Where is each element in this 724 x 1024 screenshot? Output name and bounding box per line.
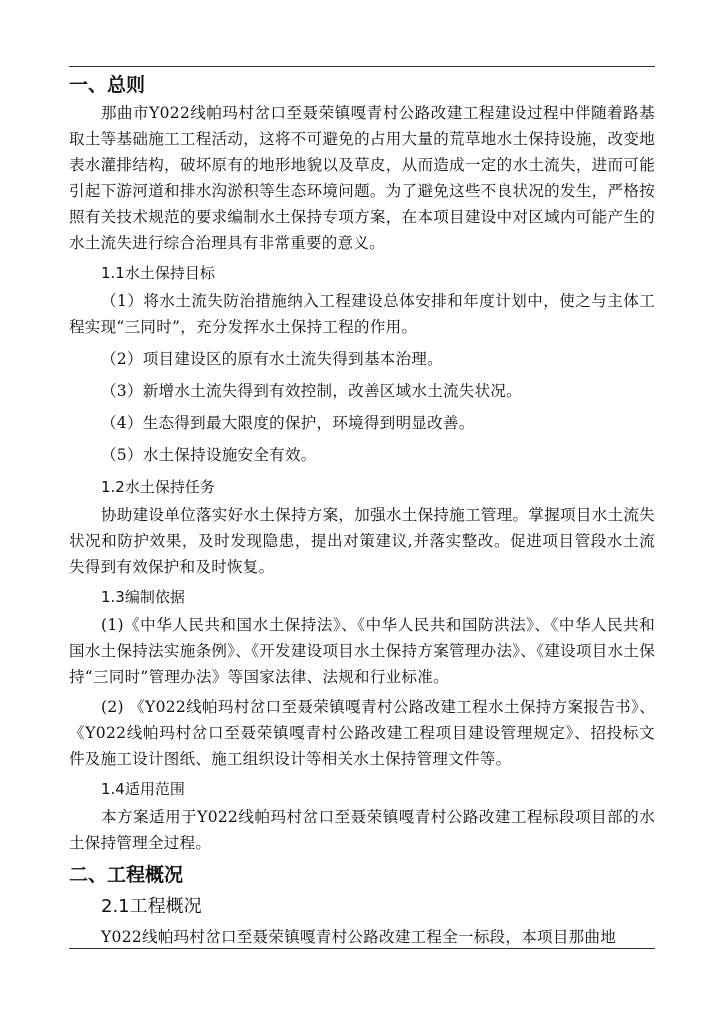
goal-item-2: （2）项目建设区的原有水土流失得到基本治理。 (101, 350, 443, 368)
section-1-4-body: 本方案适用于Y022线帕玛村岔口至聂荣镇嘎青村公路改建工程标段项目部的水土保持管理全过程。 (69, 808, 655, 852)
footer-rule (69, 948, 655, 949)
goal-item-5: （5）水土保持设施安全有效。 (101, 446, 317, 464)
document-body (69, 70, 655, 954)
goal-item-1: （1）将水土流失防治措施纳入工程建设总体安排和年度计划中，使之与主体工程实现“三同时”，充分发挥水土保持工程的作用。 (69, 292, 655, 336)
section-2-1-body: Y022线帕玛村岔口至聂荣镇嘎青村公路改建工程全一标段，本项目那曲地 (101, 928, 617, 946)
section-1-intro: 那曲市Y022线帕玛村岔口至聂荣镇嘎青村公路改建工程建设过程中伴随着路基取土等基础施工工程活动，这将不可避免的占用大量的荒草地水土保持设施，改变地表水灌排结构，破坏原有的地形地貌以及草皮，从而造成一定的水土流失，进而可能引起下游河道和排水沟淤积等生态环境问题。为了避免这些不良状况的发生，严格按照有关技术规范的要求编制水土保持专项方案，在本项目建设中对区域内可能产生的水土流失进行综合治理具有非常重要的意义。 (69, 104, 655, 252)
section-1-3-title: 1.3编制依据 (101, 588, 185, 606)
section-1-2-title: 1.2水土保持任务 (101, 478, 215, 496)
section-1-title: 一、总则 (69, 74, 146, 96)
section-2-title: 二、工程概况 (69, 864, 184, 886)
basis-item-2: (2) 《Y022线帕玛村岔口至聂荣镇嘎青村公路改建工程水土保持方案报告书》、《Y022线帕玛村岔口至聂荣镇嘎青村公路改建工程项目建设管理规定》、招投标文件及施工设计图纸、施工组织设计等相关水土保持管理文件等。 (69, 698, 655, 768)
section-1-1-title: 1.1水土保持目标 (101, 264, 215, 282)
section-2-1-title: 2.1工程概况 (101, 896, 202, 917)
goal-item-4: （4）生态得到最大限度的保护，环境得到明显改善。 (101, 414, 475, 432)
section-1-4-title: 1.4适用范围 (101, 780, 185, 798)
header-rule (69, 66, 655, 67)
basis-item-1: (1)《中华人民共和国水土保持法》、《中华人民共和国防洪法》、《中华人民共和国水土保持法实施条例》、《开发建设项目水土保持方案管理办法》、《建设项目水土保持“三同时”管理办法》等国家法律、法规和行业标准。 (69, 616, 655, 686)
goal-item-3: （3）新增水土流失得到有效控制，改善区域水土流失状况。 (101, 382, 522, 400)
section-1-2-body: 协助建设单位落实好水土保持方案，加强水土保持施工管理。掌握项目水土流失状况和防护效果，及时发现隐患，提出对策建议,并落实整改。促进项目管段水土流失得到有效保护和及时恢复。 (69, 506, 655, 576)
